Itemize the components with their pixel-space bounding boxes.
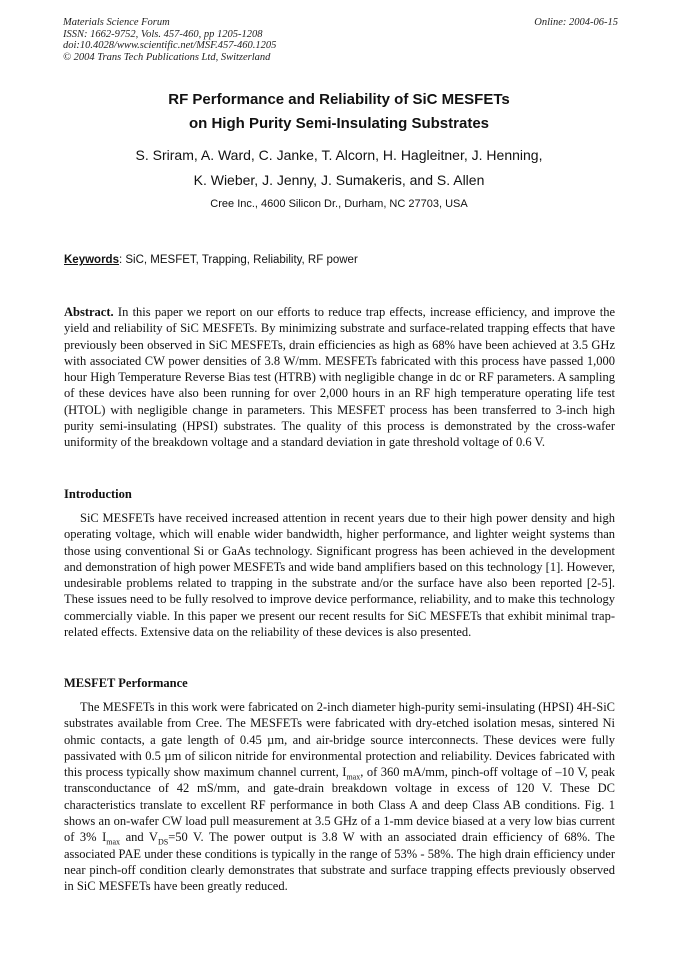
online-date: Online: 2004-06-15 (534, 17, 618, 28)
affiliation: Cree Inc., 4600 Silicon Dr., Durham, NC 27703, USA (210, 198, 468, 210)
keywords-colon: : (118, 254, 123, 266)
keywords-line (64, 254, 358, 266)
performance-paragraph (64, 699, 615, 895)
paper-title-line-1: RF Performance and Reliability of SiC MESFETs (168, 91, 510, 108)
performance-text-1: The MESFETs in this work were fabricated on 2-inch diameter high-purity semi-insulating (HPSI) 4H-SiC substrates available from Cree. The MESFETs were fabricated with dry-etched isolation mesas, sintered Ni ohmic contacts, a gate length of 0.45 µm, and air-bridge source interconnects. These devices were fully passivated with 0.5 µm of silicon nitride for environmental protection and reliability. Devices fabricated with this process typically show maximum channel current, I (64, 700, 615, 780)
keywords-text: SiC, MESFET, Trapping, Reliability, RF power (122, 254, 358, 266)
performance-heading: MESFET Performance (64, 676, 188, 690)
paper-title-line-2: on High Purity Semi-Insulating Substrates (188, 115, 490, 132)
authors-line-2: K. Wieber, J. Jenny, J. Sumakeris, and S. Allen (193, 172, 485, 188)
performance-text-4: =50 V. The power output is 3.8 W with an associated drain efficiency of 68%. The associated PAE under these conditions is typically in the range of 53% - 58%. The high drain efficiency under near pinch-off condition clearly demonstrates that substrate and surface trapping effects previously observed in SiC MESFETs have been greatly reduced. (64, 830, 615, 894)
journal-name: Materials Science Forum (63, 17, 170, 28)
introduction-heading: Introduction (64, 487, 132, 501)
introduction-paragraph: SiC MESFETs have received increased attention in recent years due to their high power density and high operating voltage, which will enable wider bandwidth, higher performance, and lighter weight systems than those using conventional Si or GaAs technology. Significant progress has been achieved in the development and demonstration of high power MESFETs and wide band amplifiers based on this technology [1]. However, undesirable problems related to trapping in the substrate and/or the surface have also been reported [2-5]. These issues need to be fully resolved to improve device performance, reliability, and to make this technology commercially viable. In this paper we present our recent results for SiC MESFETs that exhibit minimal trap-related effects. Extensive data on the reliability of these devices is also presented. (64, 511, 615, 640)
imax-subscript: max (346, 772, 361, 782)
doi-line: doi:10.4028/www.scientific.net/MSF.457-460.1205 (63, 40, 277, 51)
abstract-paragraph (64, 304, 615, 451)
performance-text-3: and V (120, 830, 158, 845)
copyright-line: © 2004 Trans Tech Publications Ltd, Switzerland (63, 51, 271, 63)
authors-line-1: S. Sriram, A. Ward, C. Janke, T. Alcorn, H. Hagleitner, J. Henning, (135, 147, 543, 163)
abstract-text: In this paper we report on our efforts to reduce trap effects, increase efficiency, and improve the yield and reliability of SiC MESFETs. By minimizing substrate and surface-related trapping effects that have previously been observed in SiC MESFETs, drain efficiencies as high as 68% have been achieved at 3.5 GHz with associated CW power densities of 3.8 W/mm. MESFETs fabricated with this process have passed 1,000 hour High Temperature Reverse Bias test (HTRB) with negligible change in dc or RF parameters. A sampling of these devices have also been running for over 2,000 hours in an RF high temperature operating life test (HTOL) with negligible change in parameters. This MESFET process has been transferred to 3-inch high purity semi-insulating (HPSI) substrates. The quality of this process is demonstrated by the cross-wafer uniformity of the breakdown voltage and a standard deviation in gate threshold voltage of 0.6 V. (64, 305, 615, 450)
imax-subscript-2: max (106, 837, 121, 847)
keywords-label: Keywords (64, 254, 119, 266)
abstract-label: Abstract. (64, 305, 114, 319)
vds-subscript: DS (157, 837, 169, 847)
issn-line: ISSN: 1662-9752, Vols. 457-460, pp 1205-1208 (63, 28, 263, 40)
publication-header (63, 17, 618, 63)
performance-text-2: , of 360 mA/mm, pinch-off voltage of –10 V, peak transconductance of 42 mS/mm, and gate-drain breakdown voltage in excess of 120 V. These DC characteristics translate to excellent RF performance in both Class A and deep Class AB conditions. Fig. 1 shows an on-wafer CW load pull measurement at 3.5 GHz of a 1-mm device biased at a very low bias current of 3% I (64, 765, 615, 845)
